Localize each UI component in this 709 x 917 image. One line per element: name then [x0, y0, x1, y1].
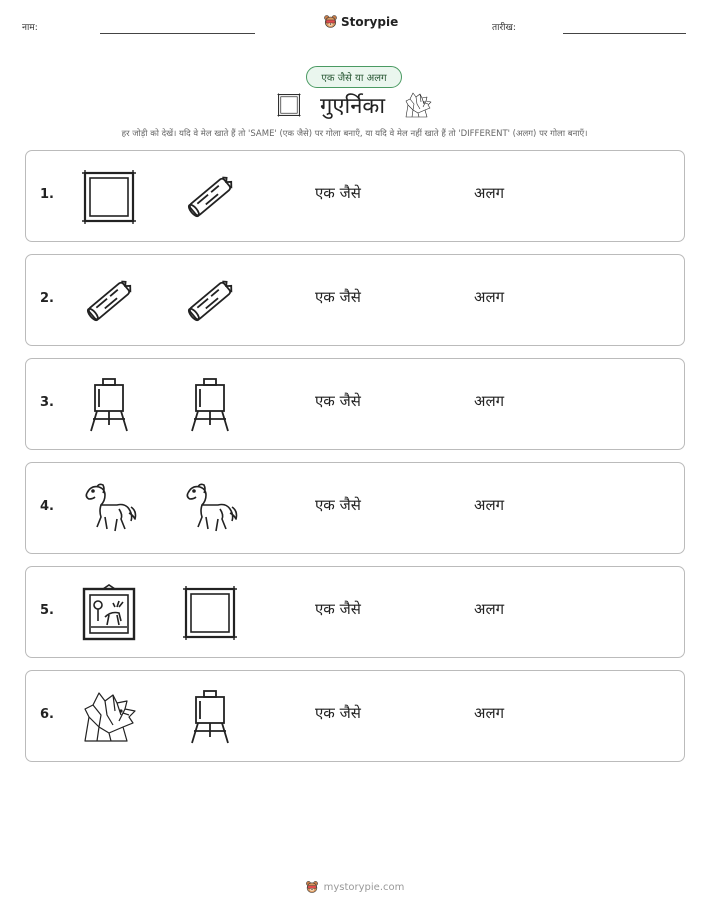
log-icon — [180, 167, 240, 227]
different-option[interactable]: अलग — [474, 496, 505, 514]
name-label: नाम: — [22, 23, 38, 33]
bear-logo-icon — [323, 14, 338, 29]
same-option[interactable]: एक जैसे — [315, 600, 361, 618]
brand-logo — [323, 14, 398, 29]
question-number: 2. — [40, 291, 54, 306]
question-row-5 — [25, 566, 685, 658]
question-row-4 — [25, 462, 685, 554]
question-row-2 — [25, 254, 685, 346]
name-field-line[interactable] — [100, 33, 255, 34]
footer-site[interactable]: mystorypie.com — [323, 881, 405, 893]
horse-icon — [180, 479, 240, 539]
log-icon — [180, 271, 240, 331]
footer — [0, 880, 709, 894]
question-number: 1. — [40, 187, 54, 202]
different-option[interactable]: अलग — [474, 392, 505, 410]
date-field-line[interactable] — [563, 33, 686, 34]
bear-logo-icon — [305, 880, 319, 894]
log-icon — [79, 271, 139, 331]
same-option[interactable]: एक जैसे — [315, 704, 361, 722]
question-row-6 — [25, 670, 685, 762]
wolf-icon — [79, 687, 139, 747]
worksheet-tag: एक जैसे या अलग — [306, 66, 402, 88]
easel-icon — [180, 687, 240, 747]
brand-name: Storypie — [341, 14, 399, 29]
question-number: 6. — [40, 707, 54, 722]
same-option[interactable]: एक जैसे — [315, 184, 361, 202]
different-option[interactable]: अलग — [474, 288, 505, 306]
question-number: 3. — [40, 395, 54, 410]
title-row — [0, 90, 709, 120]
question-row-1 — [25, 150, 685, 242]
frame-icon — [276, 92, 302, 118]
question-number: 4. — [40, 499, 54, 514]
framed-picture-icon — [79, 583, 139, 643]
wolf-icon — [403, 90, 433, 120]
same-option[interactable]: एक जैसे — [315, 392, 361, 410]
instructions: हर जोड़ी को देखें। यदि वे मेल खाते हैं तो 'SAME' (एक जैसे) पर गोला बनाएँ, या यदि वे मेल नहीं खाते हैं तो 'DIFFERENT' (अलग) पर गोला बनाएँ। — [121, 129, 588, 139]
page-title: गुएर्निका — [319, 94, 386, 119]
frame-icon — [79, 167, 139, 227]
different-option[interactable]: अलग — [474, 704, 505, 722]
question-number: 5. — [40, 603, 54, 618]
same-option[interactable]: एक जैसे — [315, 496, 361, 514]
horse-icon — [79, 479, 139, 539]
date-label: तारीख: — [492, 23, 516, 33]
different-option[interactable]: अलग — [474, 184, 505, 202]
different-option[interactable]: अलग — [474, 600, 505, 618]
frame-icon — [180, 583, 240, 643]
same-option[interactable]: एक जैसे — [315, 288, 361, 306]
question-row-3 — [25, 358, 685, 450]
easel-icon — [180, 375, 240, 435]
easel-icon — [79, 375, 139, 435]
